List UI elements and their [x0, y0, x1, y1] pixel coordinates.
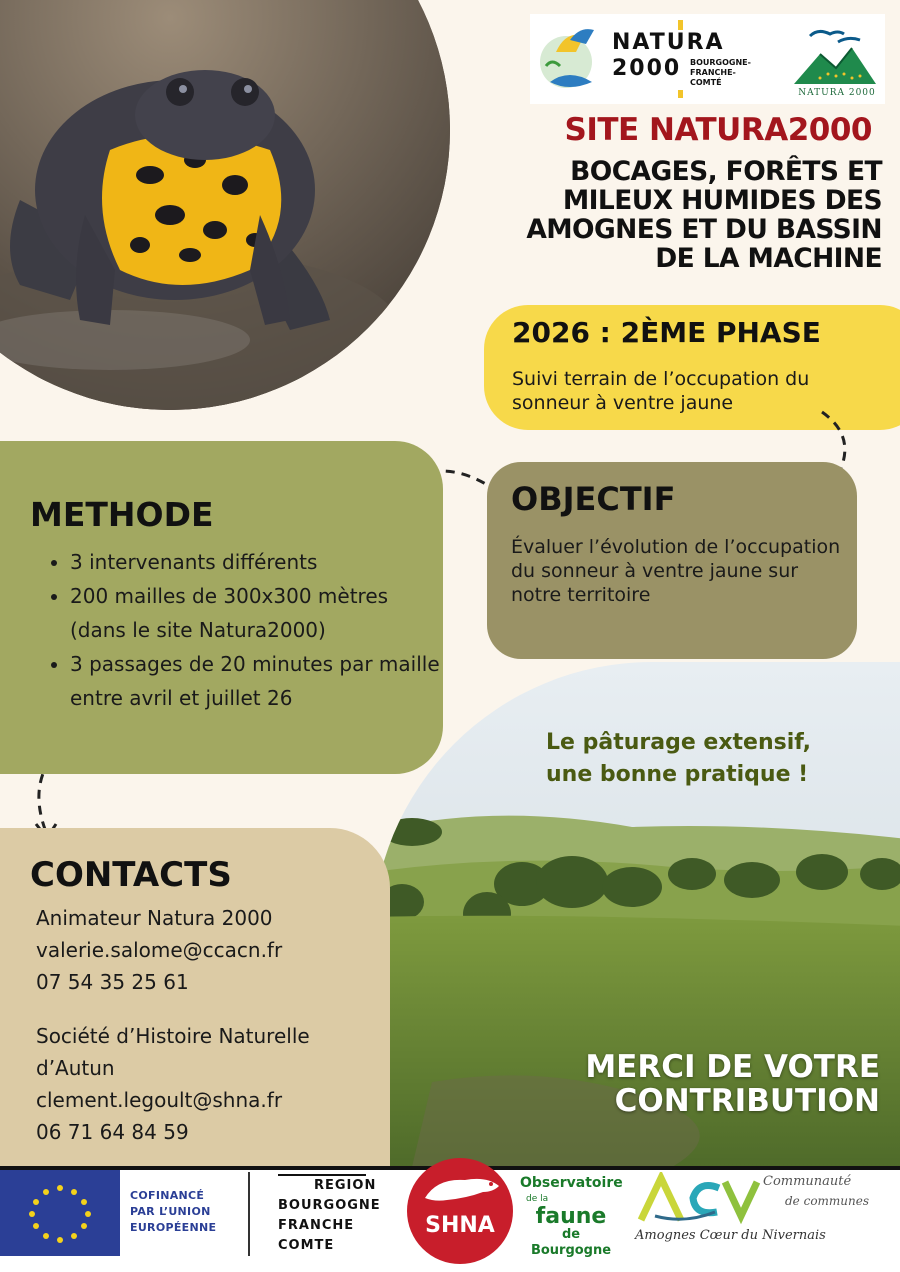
paturage-caption: Le pâturage extensif, une bonne pratique !	[546, 730, 811, 787]
phase-text: Suivi terrain de l’occupation du sonneur à ventre jaune	[512, 368, 810, 414]
objectif-title: OBJECTIF	[511, 480, 676, 518]
contact-org: Société d’Histoire Naturelle	[36, 1024, 310, 1048]
methode-list	[48, 545, 450, 715]
acv-line-3: Amognes Cœur du Nivernais	[635, 1228, 826, 1243]
list-item: • 200 mailles de 300x300 mètres (dans le site Natura2000)	[70, 579, 450, 647]
objectif-text: Évaluer l’évolution de l’occupation du sonneur à ventre jaune sur notre territoire	[511, 536, 841, 606]
phase-title: 2026 : 2ÈME PHASE	[512, 316, 821, 349]
site-title: SITE NATURA2000	[564, 112, 872, 148]
acv-monogram-icon	[635, 1172, 765, 1226]
region-logo-text: REGION BOURGOGNE FRANCHE COMTE	[278, 1174, 381, 1256]
contact-email-link[interactable]: valerie.salome@ccacn.fr	[36, 938, 283, 962]
observatoire-logo: Observatoire de la faune de Bourgogne	[520, 1175, 623, 1258]
main-title: BOCAGES, FORÊTS ET MILEUX HUMIDES DES AMOGNES ET DU BASSIN DE LA MACHINE	[526, 156, 882, 274]
contacts-title: CONTACTS	[30, 855, 232, 895]
list-item: • 3 passages de 20 minutes par maille entre avril et juillet 26	[70, 647, 450, 715]
natura-number: 2000	[612, 56, 682, 81]
methode-title: METHODE	[30, 495, 214, 534]
contact-phone-2[interactable]: 06 71 64 84 59	[36, 1120, 189, 1144]
footer-separator	[248, 1172, 250, 1256]
list-item: • 3 intervenants différents	[70, 545, 450, 579]
contact-email-link-2[interactable]: clement.legoult@shna.fr	[36, 1088, 283, 1112]
acv-line-1: Communauté	[763, 1174, 852, 1189]
acv-line-2: de communes	[785, 1194, 870, 1208]
shna-logo	[407, 1158, 513, 1264]
contact-phone[interactable]: 07 54 35 25 61	[36, 970, 189, 994]
shna-label: SHNA	[425, 1213, 495, 1238]
natura-wordmark: NATURA	[612, 30, 725, 55]
natura-eu-caption: NATURA 2000	[798, 88, 876, 98]
otter-icon	[407, 1158, 513, 1218]
eu-flag-icon	[0, 1170, 120, 1256]
natura-region: BOURGOGNE- FRANCHE- COMTÉ	[690, 58, 751, 87]
contact-role: Animateur Natura 2000	[36, 906, 273, 930]
thank-you-text: MERCI DE VOTRE CONTRIBUTION	[585, 1049, 880, 1119]
contact-org-city: d’Autun	[36, 1056, 115, 1080]
eu-cofinance-text: COFINANCÉ PAR L’UNION EUROPÉENNE	[130, 1189, 217, 1234]
acv-logo	[635, 1172, 890, 1252]
